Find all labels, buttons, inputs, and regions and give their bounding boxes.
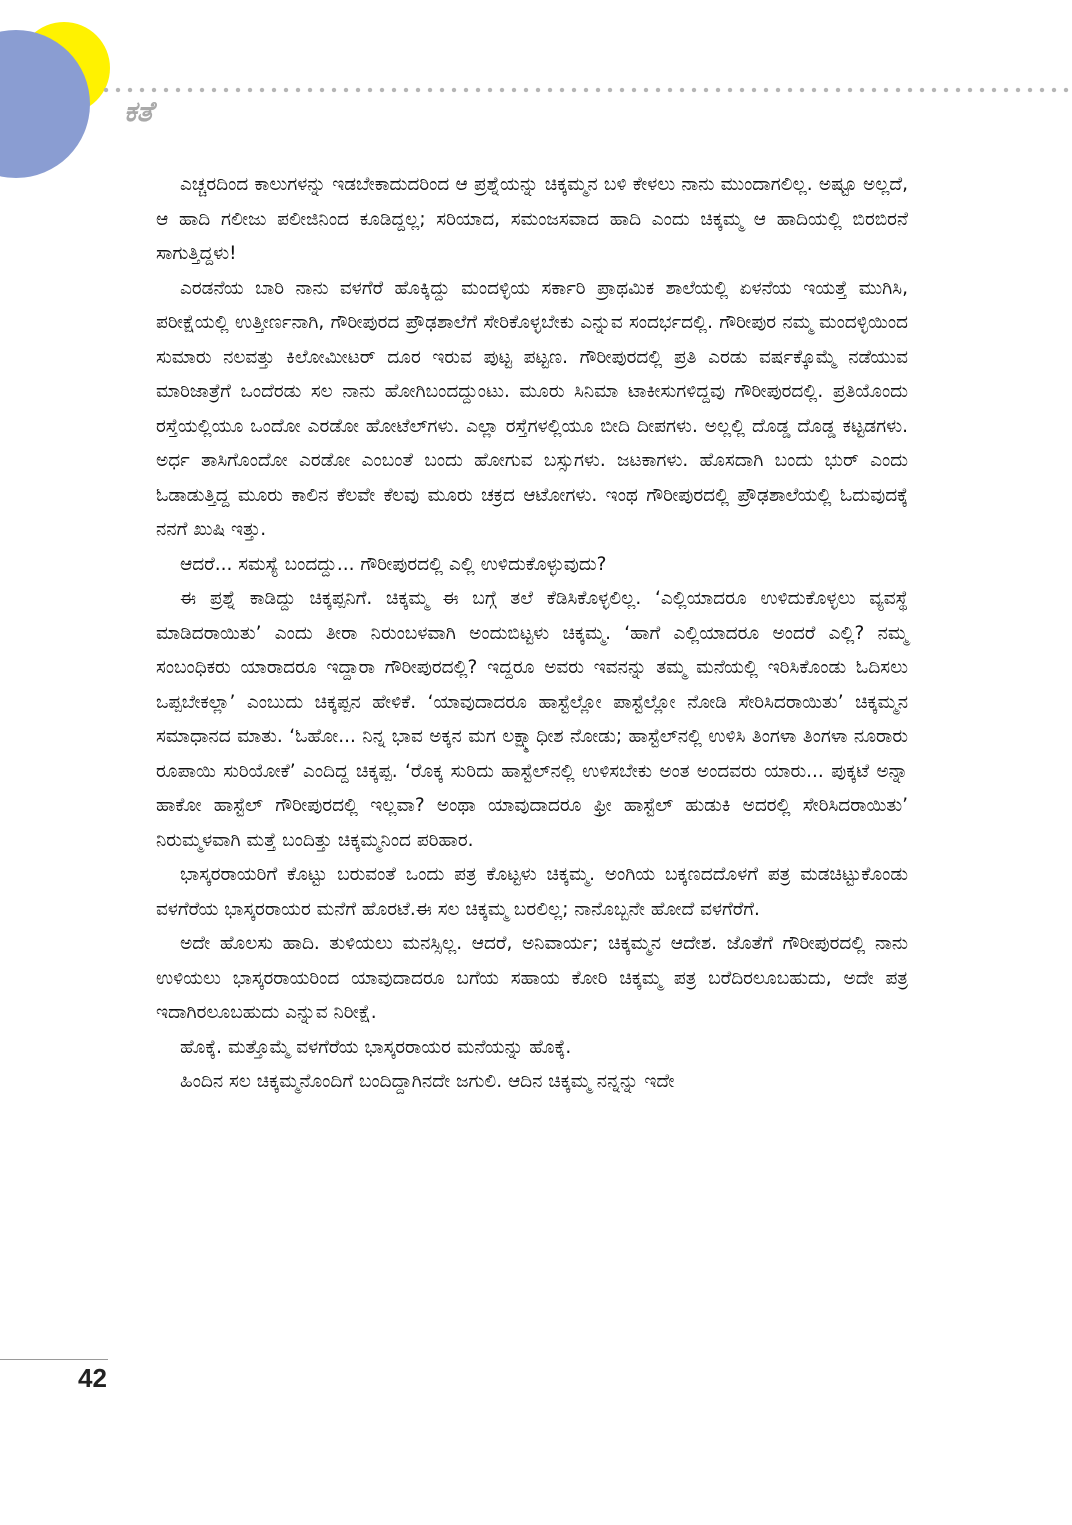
paragraph: ಹಿಂದಿನ ಸಲ ಚಿಕ್ಕಮ್ಮನೊಂದಿಗೆ ಬಂದಿದ್ದಾಗಿನದೇ ಜಗುಲಿ. ಆದಿನ ಚಿಕ್ಕಮ್ಮ ನನ್ನನ್ನು ಇದೇ [180,1071,675,1092]
dotted-rule [100,86,1072,94]
story-text [156,168,908,1100]
paragraph: ಈ ಪ್ರಶ್ನೆ ಕಾಡಿದ್ದು ಚಿಕ್ಕಪ್ಪನಿಗೆ. ಚಿಕ್ಕಮ್ಮ ಈ ಬಗ್ಗೆ ತಲೆ ಕೆಡಿಸಿಕೊಳ್ಳಲಿಲ್ಲ. ‘ಎಲ್ಲಿಯಾದರೂ ಉಳಿದುಕೊಳ್ಳಲು ವ್ಯವಸ್ಥೆ ಮಾಡಿದರಾಯಿತು’ ಎಂದು ತೀರಾ ನಿರುಂಬಳವಾಗಿ ಅಂದುಬಿಟ್ಟಳು ಚಿಕ್ಕಮ್ಮ. ‘ಹಾಗೆ ಎಲ್ಲಿಯಾದರೂ ಅಂದರೆ ಎಲ್ಲಿ? ನಮ್ಮ ಸಂಬಂಧಿಕರು ಯಾರಾದರೂ ಇದ್ದಾರಾ ಗೌರೀಪುರದಲ್ಲಿ? ಇದ್ದರೂ ಅವರು ಇವನನ್ನು ತಮ್ಮ ಮನೆಯಲ್ಲಿ ಇರಿಸಿಕೊಂಡು ಓದಿಸಲು ಒಪ್ಪಬೇಕಲ್ಲಾ’ ಎಂಬುದು ಚಿಕ್ಕಪ್ಪನ ಹೇಳಿಕೆ. ‘ಯಾವುದಾದರೂ ಹಾಸ್ಟೆಲ್ಲೋ ಪಾಸ್ಟೆಲ್ಲೋ ನೋಡಿ ಸೇರಿಸಿದರಾಯಿತು’ ಚಿಕ್ಕಮ್ಮನ ಸಮಾಧಾನದ ಮಾತು. ‘ಓಹೋ... ನಿನ್ನ ಭಾವ ಅಕ್ಕನ ಮಗ ಲಕ್ಷ್ಮಾಧೀಶ ನೋಡು; ಹಾಸ್ಟೆಲ್‌ನಲ್ಲಿ ಉಳಿಸಿ ತಿಂಗಳಾ ತಿಂಗಳಾ ನೂರಾರು ರೂಪಾಯಿ ಸುರಿಯೋಕೆ’ ಎಂದಿದ್ದ ಚಿಕ್ಕಪ್ಪ. ‘ರೊಕ್ಕ ಸುರಿದು ಹಾಸ್ಟೆಲ್‌ನಲ್ಲಿ ಉಳಿಸಬೇಕು ಅಂತ ಅಂದವರು ಯಾರು... ಪುಕ್ಕಟೆ ಅನ್ನಾ ಹಾಕೋ ಹಾಸ್ಟೆಲ್ ಗೌರೀಪುರದಲ್ಲಿ ಇಲ್ಲವಾ? ಅಂಥಾ ಯಾವುದಾದರೂ ಫ್ರೀ ಹಾಸ್ಟೆಲ್ ಹುಡುಕಿ ಅದರಲ್ಲಿ ಸೇರಿಸಿದರಾಯಿತು’ ನಿರುಮ್ಮಳವಾಗಿ ಮತ್ತೆ ಬಂದಿತ್ತು ಚಿಕ್ಕಮ್ಮನಿಂದ ಪರಿಹಾರ. [156,588,908,851]
section-label: ಕತೆ [124,95,153,128]
paragraph: ಅದೇ ಹೊಲಸು ಹಾದಿ. ತುಳಿಯಲು ಮನಸ್ಸಿಲ್ಲ. ಆದರೆ, ಅನಿವಾರ್ಯ; ಚಿಕ್ಕಮ್ಮನ ಆದೇಶ. ಜೊತೆಗೆ ಗೌರೀಪುರದಲ್ಲಿ ನಾನು ಉಳಿಯಲು ಭಾಸ್ಕರರಾಯರಿಂದ ಯಾವುದಾದರೂ ಬಗೆಯ ಸಹಾಯ ಕೋರಿ ಚಿಕ್ಕಮ್ಮ ಪತ್ರ ಬರೆದಿರಲೂಬಹುದು, ಅದೇ ಪತ್ರ ಇದಾಗಿರಲೂಬಹುದು ಎನ್ನುವ ನಿರೀಕ್ಷೆ. [156,933,908,1023]
paragraph: ಹೊಕ್ಕೆ. ಮತ್ತೊಮ್ಮೆ ವಳಗೆರೆಯ ಭಾಸ್ಕರರಾಯರ ಮನೆಯನ್ನು ಹೊಕ್ಕೆ. [180,1036,572,1058]
page-number: 42 [78,1363,107,1393]
paragraph: ಭಾಸ್ಕರರಾಯರಿಗೆ ಕೊಟ್ಟು ಬರುವಂತೆ ಒಂದು ಪತ್ರ ಕೊಟ್ಟಳು ಚಿಕ್ಕಮ್ಮ. ಅಂಗಿಯ ಬಕ್ಕಣದದೊಳಗೆ ಪತ್ರ ಮಡಚಿಟ್ಟುಕೊಂಡು ವಳಗೆರೆಯ ಭಾಸ್ಕರರಾಯರ ಮನೆಗೆ ಹೊರಟೆ.ಈ ಸಲ ಚಿಕ್ಕಮ್ಮ ಬರಲಿಲ್ಲ; ನಾನೊಬ್ಬನೇ ಹೋದೆ ವಳಗೆರೆಗೆ. [156,864,908,920]
footer-rule [0,1359,108,1360]
paragraph: ಎರಡನೆಯ ಬಾರಿ ನಾನು ವಳಗೆರೆ ಹೊಕ್ಕಿದ್ದು ಮಂದಳ್ಳಿಯ ಸರ್ಕಾರಿ ಪ್ರಾಥಮಿಕ ಶಾಲೆಯಲ್ಲಿ ಏಳನೆಯ ಇಯತ್ತೆ ಮುಗಿಸಿ, ಪರೀಕ್ಷೆಯಲ್ಲಿ ಉತ್ತೀರ್ಣನಾಗಿ, ಗೌರೀಪುರದ ಪ್ರೌಢಶಾಲೆಗೆ ಸೇರಿಕೊಳ್ಳಬೇಕು ಎನ್ನುವ ಸಂದರ್ಭದಲ್ಲಿ. ಗೌರೀಪುರ ನಮ್ಮ ಮಂದಳ್ಳಿಯಿಂದ ಸುಮಾರು ನಲವತ್ತು ಕಿಲೋಮೀಟರ್ ದೂರ ಇರುವ ಪುಟ್ಟ ಪಟ್ಟಣ. ಗೌರೀಪುರದಲ್ಲಿ ಪ್ರತಿ ಎರಡು ವರ್ಷಕ್ಕೊಮ್ಮೆ ನಡೆಯುವ ಮಾರಿಜಾತ್ರೆಗೆ ಒಂದೆರಡು ಸಲ ನಾನು ಹೋಗಿಬಂದದ್ದುಂಟು. ಮೂರು ಸಿನಿಮಾ ಟಾಕೀಸುಗಳಿದ್ದವು ಗೌರೀಪುರದಲ್ಲಿ. ಪ್ರತಿಯೊಂದು ರಸ್ತೆಯಲ್ಲಿಯೂ ಒಂದೋ ಎರಡೋ ಹೋಟೆಲ್‌ಗಳು. ಎಲ್ಲಾ ರಸ್ತೆಗಳಲ್ಲಿಯೂ ಬೀದಿ ದೀಪಗಳು. ಅಲ್ಲಲ್ಲಿ ದೊಡ್ಡ ದೊಡ್ಡ ಕಟ್ಟಡಗಳು. ಅರ್ಧ ತಾಸಿಗೊಂದೋ ಎರಡೋ ಎಂಬಂತೆ ಬಂದು ಹೋಗುವ ಬಸ್ಸುಗಳು. ಜಟಕಾಗಳು. ಹೊಸದಾಗಿ ಬಂದು ಭುರ್ ಎಂದು ಓಡಾಡುತ್ತಿದ್ದ ಮೂರು ಕಾಲಿನ ಕೆಲವೇ ಕೆಲವು ಮೂರು ಚಕ್ರದ ಆಟೋಗಳು. ಇಂಥ ಗೌರೀಪುರದಲ್ಲಿ ಪ್ರೌಢಶಾಲೆಯಲ್ಲಿ ಓದುವುದಕ್ಕೆ ನನಗೆ ಖುಷಿ ಇತ್ತು. [156,277,908,540]
paragraph: ಎಚ್ಚರದಿಂದ ಕಾಲುಗಳನ್ನು ಇಡಬೇಕಾದುದರಿಂದ ಆ ಪ್ರಶ್ನೆಯನ್ನು ಚಿಕ್ಕಮ್ಮನ ಬಳಿ ಕೇಳಲು ನಾನು ಮುಂದಾಗಲಿಲ್ಲ. ಅಷ್ಟೂ ಅಲ್ಲದೆ, ಆ ಹಾದಿ ಗಲೀಜು ಪಲೀಜಿನಿಂದ ಕೂಡಿದ್ದಲ್ಲ; ಸರಿಯಾದ, ಸಮಂಜಸವಾದ ಹಾದಿ ಎಂದು ಚಿಕ್ಕಮ್ಮ ಆ ಹಾದಿಯಲ್ಲಿ ಬಿರಬಿರನೆ ಸಾಗುತ್ತಿದ್ದಳು! [156,174,908,264]
paragraph: ಆದರೆ... ಸಮಸ್ಯೆ ಬಂದದ್ದು... ಗೌರೀಪುರದಲ್ಲಿ ಎಲ್ಲಿ ಉಳಿದುಕೊಳ್ಳುವುದು? [180,553,607,575]
